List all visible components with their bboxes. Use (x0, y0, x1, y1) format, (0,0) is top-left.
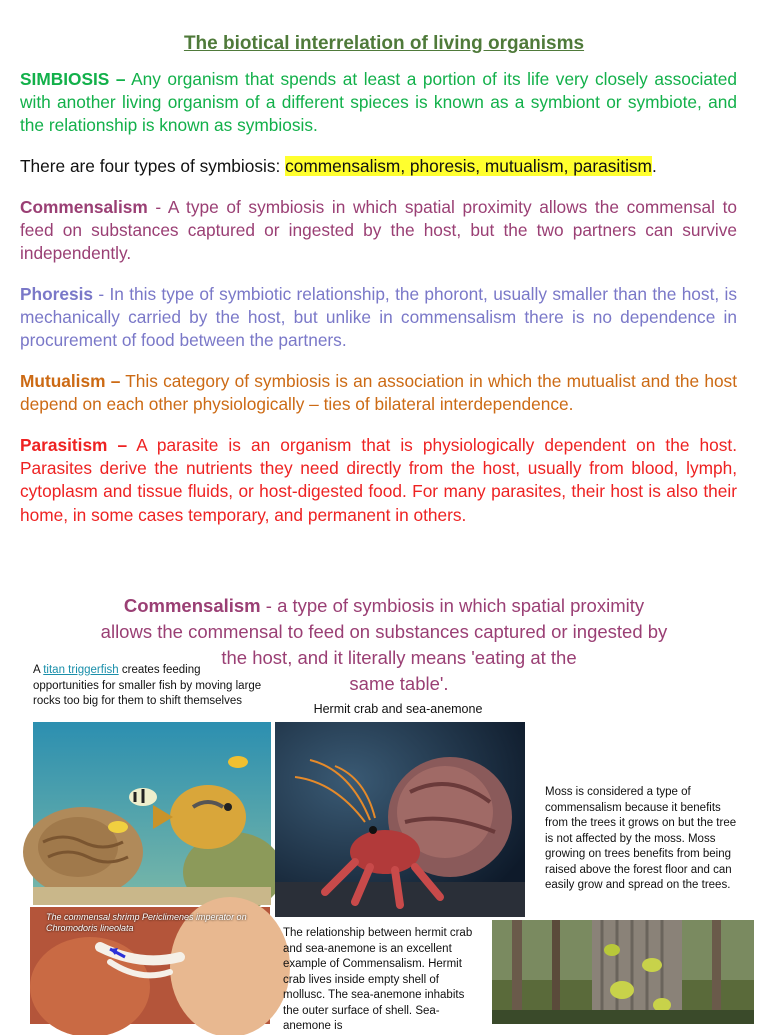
section-line2: allows the commensal to feed on substances captured or ingested by (100, 621, 668, 642)
section-line4: same table'. (349, 673, 449, 694)
commensalism-text: - A type of symbiosis in which spatial proximity allows the commensal to feed on substances captured or ingested by the host, but the two partners can survive independently. (20, 197, 737, 264)
hermit-crab-photo-title: Hermit crab and sea-anemone (313, 702, 483, 716)
simbiosis-paragraph (20, 68, 737, 138)
simbiosis-term: SIMBIOSIS – (20, 69, 126, 89)
triggerfish-caption-post: creates feeding opportunities for smaller fish by moving large rocks too big for them to shift themselves (33, 664, 262, 707)
four-types-tail: . (651, 156, 657, 176)
parasitism-paragraph (20, 434, 737, 527)
moss-tree-photo (492, 920, 754, 1024)
simbiosis-text: Any organism that spends at least a portion of its life very closely associated with another living organism of a different spieces is known as a symbiont or symbiote, and the relationship is known as symbiosis. (20, 69, 738, 136)
triggerfish-caption-pre: A (33, 664, 44, 676)
page-title: The biotical interrelation of living organisms (183, 33, 585, 54)
four-types-paragraph (20, 155, 737, 178)
phoresis-paragraph (20, 283, 737, 353)
mutualism-text: This category of symbiosis is an association in which the mutualist and the host depend on each other physiologically – ties of bilateral interdependence. (20, 371, 737, 415)
section-term: Commensalism (123, 595, 261, 616)
four-types-highlight: commensalism, phoresis, mutualism, parasitism (285, 156, 652, 176)
triggerfish-caption (33, 663, 268, 723)
hermit-crab-photo (275, 722, 525, 917)
phoresis-term: Phoresis (20, 284, 93, 304)
moss-caption: Moss is considered a type of commensalism because it benefits from the trees it grows on but the tree is not affected by the moss. Moss growing on trees benefits from being raised above the forest floor and can easily grow and spread on the trees. (545, 786, 737, 891)
phoresis-text: - In this type of symbiotic relationship, the phoront, usually smaller than the host, is mechanically carried by the host, but unlike in commensalism there is no dependence in procurement of food between the partners. (20, 284, 737, 351)
commensalism-term: Commensalism (20, 197, 148, 217)
parasitism-term: Parasitism – (20, 435, 128, 455)
commensalism-paragraph (20, 196, 737, 266)
parasitism-text: A parasite is an organism that is physiologically dependent on the host. Parasites derive the nutrients they need directly from the host, usually from blood, lymph, cytoplasm and tissue fluids, or host-digested food. For many parasites, their host is also their home, in some cases temporary, and permanent in others. (20, 435, 737, 525)
section-line3: the host, and it literally means 'eating at the (221, 647, 577, 668)
hermit-crab-caption: The relationship between hermit crab and sea-anemone is an excellent example of Commensalism. Hermit crab lives inside empty shell of mollusc. The sea-anemone inhabits the outer surface of shell. Sea-anemone is (283, 927, 473, 1032)
shrimp-photo-caption: The commensal shrimp Periclimenes imperator on Chromodoris lineolata (46, 912, 247, 933)
triggerfish-photo (33, 722, 271, 905)
mutualism-paragraph (20, 370, 737, 416)
titan-triggerfish-link[interactable]: titan triggerfish (43, 664, 119, 676)
four-types-lead: There are four types of symbiosis: (20, 156, 286, 176)
mutualism-term: Mutualism – (20, 371, 121, 391)
section-line1: - a type of symbiosis in which spatial proximity (260, 595, 645, 616)
